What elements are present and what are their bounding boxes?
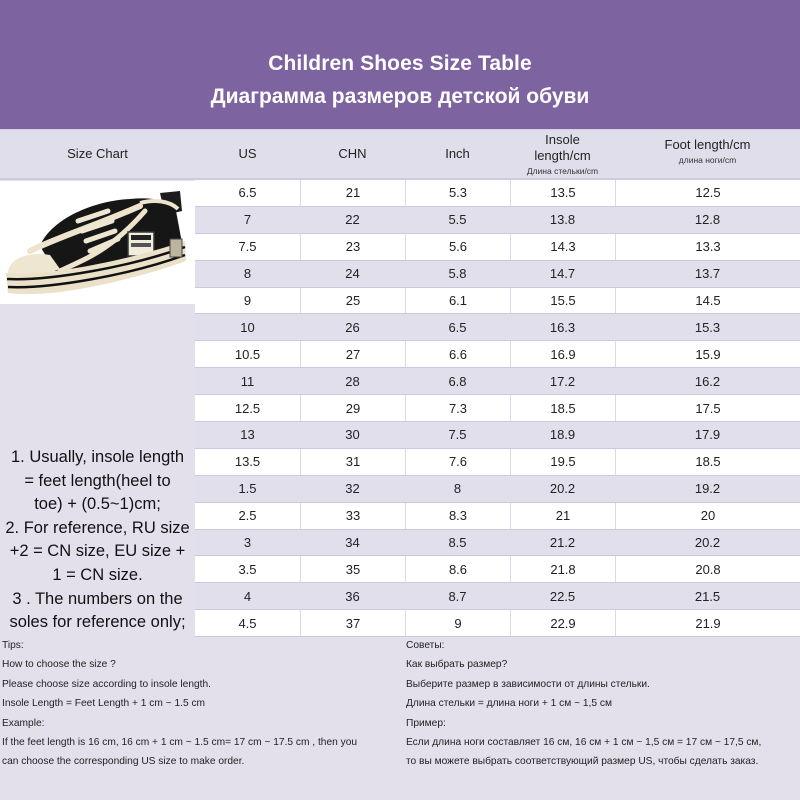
header-inch [405, 130, 510, 179]
tips-line: Выберите размер в зависимости от длины стельки. [406, 678, 650, 690]
cell-us: 7 [243, 212, 252, 228]
cell-foot: 13.3 [615, 234, 800, 260]
cell-insole: 18.5 [510, 395, 615, 421]
table-row [195, 261, 800, 288]
cell-foot: 12.5 [615, 180, 800, 206]
shoe-icon [0, 181, 195, 304]
cell-chn: 35 [300, 556, 405, 582]
tips-line: If the feet length is 16 cm, 16 cm + 1 cm ~ 1.5 cm= 17 cm ~ 17.5 cm , then you [2, 737, 358, 749]
cell-inch: 5.3 [405, 180, 510, 206]
cell-chn: 30 [345, 427, 360, 443]
cell-us: 4 [243, 588, 252, 604]
cell-chn: 36 [345, 588, 360, 604]
cell-inch: 8.3 [405, 503, 510, 529]
table-row [195, 180, 800, 207]
note-line: soles for reference only; [9, 613, 186, 632]
header-foot-subtitle: длина ноги/cm [678, 155, 737, 166]
header-chn [300, 130, 405, 179]
size-table [195, 180, 800, 637]
cell-foot: 21.5 [694, 588, 721, 604]
cell-inch: 8 [453, 481, 462, 497]
cell-inch: 8.5 [448, 535, 467, 551]
cell-us: 1.5 [238, 481, 257, 497]
cell-us: 4.5 [238, 615, 257, 631]
cell-chn: 25 [300, 288, 405, 314]
cell-inch: 8.6 [405, 556, 510, 582]
cell-us: 6.5 [238, 185, 257, 201]
table-row [195, 314, 800, 341]
header-chn-label: CHN [338, 146, 367, 162]
table-row [195, 530, 800, 557]
table-row [195, 341, 800, 368]
cell-foot: 21.9 [615, 610, 800, 636]
cell-chn: 28 [345, 373, 360, 389]
cell-insole: 20.2 [549, 481, 576, 497]
tips-line: Insole Length = Feet Length + 1 cm ~ 1.5 cm [2, 698, 206, 710]
table-row [195, 422, 800, 449]
tips-line: How to choose the size ? [2, 659, 116, 671]
note-line: 2. For reference, RU size [5, 518, 190, 537]
cell-us: 13 [240, 427, 255, 443]
table-header [0, 129, 800, 180]
cell-us: 10.5 [234, 346, 261, 362]
cell-chn: 33 [300, 503, 405, 529]
cell-insole: 17.2 [549, 373, 576, 389]
cell-chn: 23 [300, 234, 405, 260]
tips-line: Длина стельки = длина ноги + 1 см ~ 1,5 см [406, 698, 612, 710]
header-insole-line1: Insole [545, 131, 580, 147]
cell-insole: 21.8 [510, 556, 615, 582]
cell-us: 11 [240, 373, 255, 389]
note-line: = feet length(heel to [24, 471, 171, 490]
tips-line: Советы: [406, 640, 445, 651]
cell-inch: 6.6 [405, 341, 510, 367]
table-row [195, 207, 800, 234]
note-line: toe) + (0.5~1)cm; [34, 495, 161, 514]
cell-chn: 27 [300, 341, 405, 367]
cell-insole: 15.5 [510, 288, 615, 314]
cell-insole: 22.9 [510, 610, 615, 636]
size-notes [0, 446, 195, 635]
cell-insole: 19.5 [510, 449, 615, 475]
tips-line: Как выбрать размер? [406, 659, 508, 671]
cell-us: 9 [243, 293, 252, 308]
cell-chn: 21 [300, 180, 405, 206]
header-insole-subtitle: Длина стельки/cm [526, 166, 599, 177]
cell-foot: 14.5 [615, 288, 800, 314]
header-insole [510, 130, 615, 179]
header-size-chart-label: Size Chart [67, 146, 128, 162]
cell-foot: 20.8 [615, 556, 800, 582]
cell-insole: 16.9 [510, 341, 615, 367]
table-row [195, 288, 800, 315]
title-english: Children Shoes Size Table [268, 52, 532, 75]
tips-english [2, 636, 400, 772]
table-row [195, 395, 800, 422]
cell-chn: 31 [300, 449, 405, 475]
cell-inch: 7.3 [405, 395, 510, 421]
title-banner [0, 0, 800, 129]
cell-inch: 5.8 [448, 266, 467, 282]
cell-chn: 22 [345, 212, 360, 228]
cell-us: 12.5 [234, 400, 261, 416]
header-inch-label: Inch [445, 146, 470, 162]
tips-line: Please choose size according to insole length. [2, 678, 211, 690]
tips-line: Tips: [2, 640, 24, 651]
cell-us: 2.5 [238, 508, 257, 524]
cell-inch: 6.1 [405, 288, 510, 314]
cell-foot: 13.7 [694, 266, 721, 282]
tips-line: can choose the corresponding US size to make order. [2, 756, 245, 768]
header-us-label: US [238, 146, 257, 162]
cell-insole: 16.3 [549, 319, 576, 335]
cell-insole: 21.2 [549, 535, 576, 551]
cell-insole: 18.9 [549, 427, 576, 443]
cell-insole: 14.7 [549, 266, 576, 282]
cell-foot: 15.9 [615, 341, 800, 367]
cell-insole: 22.5 [549, 588, 576, 604]
cell-insole: 13.8 [549, 212, 576, 228]
table-row [195, 583, 800, 610]
cell-inch: 9 [405, 610, 510, 636]
title-russian: Диаграмма размеров детской обуви [210, 85, 590, 108]
cell-inch: 5.5 [448, 212, 467, 228]
cell-us: 3.5 [238, 561, 257, 577]
cell-us: 13.5 [234, 454, 261, 470]
tips-line: то вы можете выбрать соответствующий размер US, чтобы сделать заказ. [406, 756, 759, 768]
tips-line: Пример: [406, 717, 446, 729]
cell-foot: 19.2 [694, 481, 721, 497]
cell-inch: 6.8 [448, 373, 467, 389]
table-row [195, 503, 800, 530]
cell-insole: 14.3 [510, 234, 615, 260]
cell-chn: 32 [345, 481, 360, 497]
cell-chn: 29 [300, 395, 405, 421]
cell-foot: 20 [615, 503, 800, 529]
note-line: 1 = CN size. [52, 565, 143, 584]
tips-russian [406, 636, 800, 772]
cell-insole: 21 [510, 503, 615, 529]
table-row [195, 556, 800, 583]
cell-foot: 20.2 [694, 535, 721, 551]
table-row [195, 476, 800, 503]
note-line: 3 . The numbers on the [12, 589, 183, 608]
header-us [195, 130, 300, 179]
header-insole-line2: length/cm [534, 148, 591, 164]
cell-chn: 37 [300, 610, 405, 636]
cell-us: 8 [243, 266, 252, 282]
cell-inch: 7.5 [448, 427, 467, 443]
cell-chn: 26 [345, 319, 360, 335]
table-row [195, 610, 800, 637]
tips-line: Если длина ноги составляет 16 см, 16 см + 1 см ~ 1,5 см = 17 см ~ 17,5 см, [406, 737, 762, 749]
cell-insole: 13.5 [510, 180, 615, 206]
cell-chn: 34 [345, 535, 360, 551]
cell-chn: 24 [345, 266, 360, 282]
cell-foot: 15.3 [694, 319, 721, 335]
cell-foot: 18.5 [615, 449, 800, 475]
cell-foot: 17.9 [694, 427, 721, 443]
header-foot-label: Foot length/cm [664, 137, 751, 153]
table-row [195, 234, 800, 261]
cell-foot: 16.2 [694, 373, 721, 389]
tips-line: Example: [2, 717, 45, 729]
cell-us: 7.5 [238, 239, 257, 255]
cell-inch: 8.7 [448, 588, 467, 604]
header-foot [615, 130, 800, 179]
cell-inch: 7.6 [405, 449, 510, 475]
cell-us: 3 [243, 535, 252, 551]
table-row [195, 368, 800, 395]
cell-us: 10 [240, 319, 255, 335]
cell-foot: 17.5 [615, 395, 800, 421]
table-row [195, 449, 800, 476]
cell-inch: 5.6 [405, 234, 510, 260]
note-line: +2 = CN size, EU size + [9, 542, 186, 561]
header-size-chart [0, 130, 195, 179]
cell-foot: 12.8 [694, 212, 721, 228]
shoe-photo [0, 181, 195, 304]
cell-inch: 6.5 [448, 319, 467, 335]
note-line: 1. Usually, insole length [10, 448, 185, 466]
